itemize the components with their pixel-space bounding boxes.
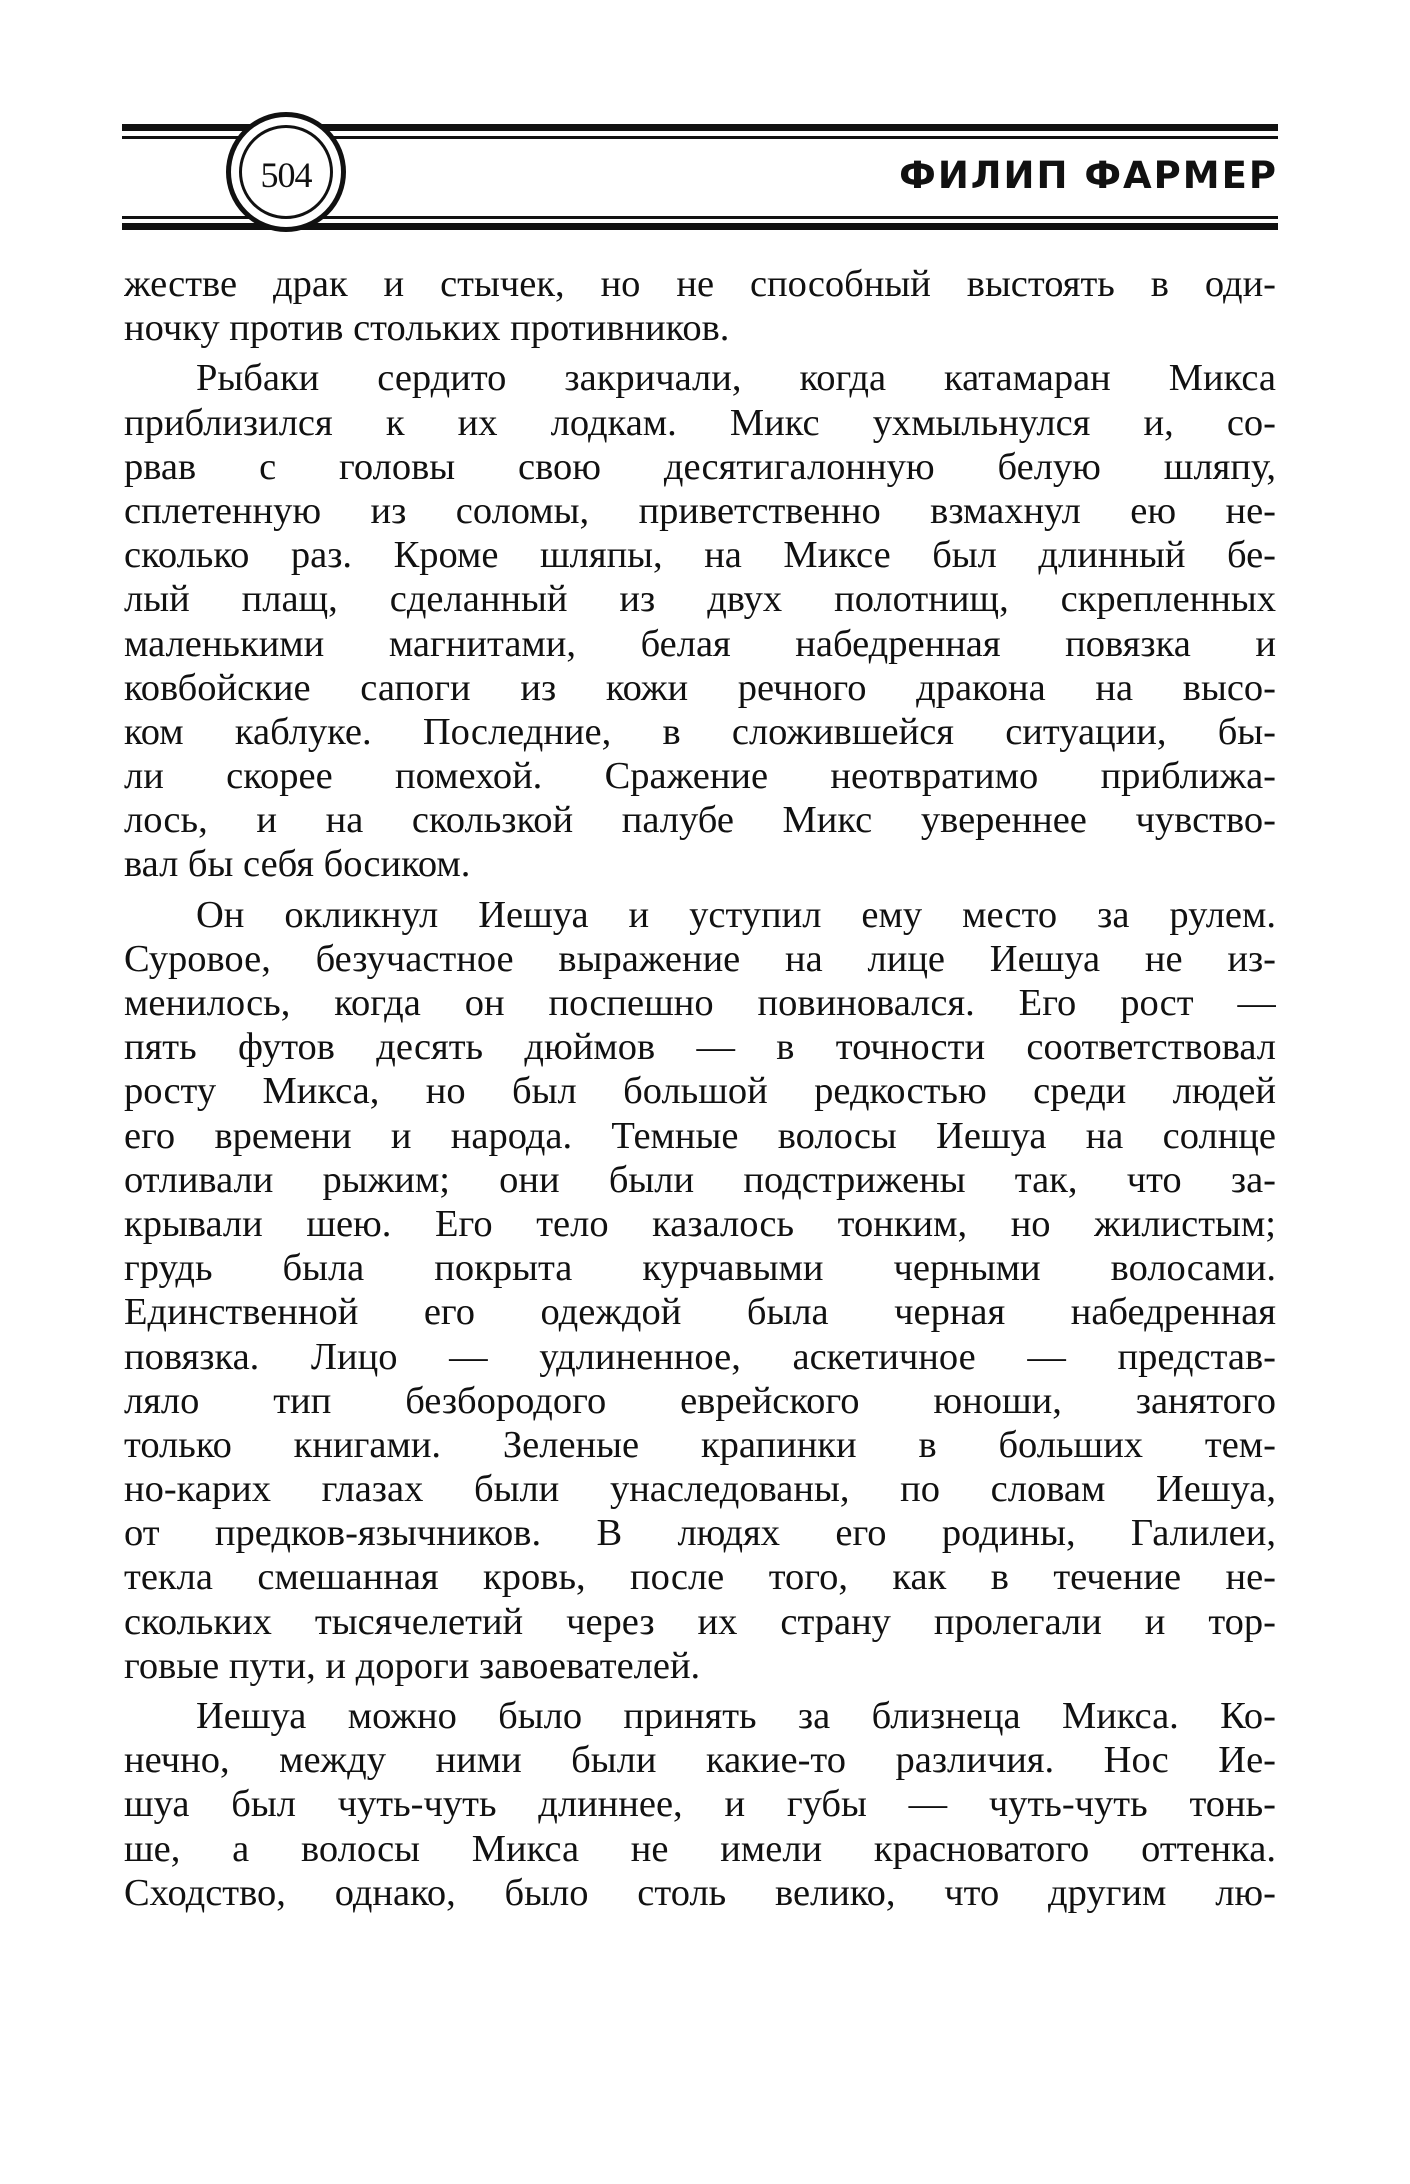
text-line: ли скорее помехой. Сражение неотвратимо приближа- xyxy=(124,755,1276,798)
text-line: лось, и на скользкой палубе Микс увереннее чувство- xyxy=(124,799,1276,842)
text-line: росту Микса, но был большой редкостью среди людей xyxy=(124,1070,1276,1113)
text-line: Суровое, безучастное выражение на лице Иешуа не из- xyxy=(124,937,1276,980)
text-line: шуа был чуть-чуть длиннее, и губы — чуть-чуть тонь- xyxy=(124,1783,1276,1826)
text-line: Сходство, однако, было столь велико, что другим лю- xyxy=(124,1871,1276,1914)
text-line: повязка. Лицо — удлиненное, аскетичное — представ- xyxy=(124,1335,1276,1378)
text-line: скольких тысячелетий через их страну пролегали и тор- xyxy=(124,1600,1276,1643)
text-line: сколько раз. Кроме шляпы, на Миксе был длинный бе- xyxy=(124,534,1276,577)
text-line: пять футов десять дюймов — в точности соответствовал xyxy=(124,1026,1276,1069)
text-line: его времени и народа. Темные волосы Иешуа на солнце xyxy=(124,1114,1276,1157)
text-line: Единственной его одеждой была черная набедренная xyxy=(124,1291,1276,1334)
text-line: Иешуа можно было принять за близнеца Микса. Ко- xyxy=(196,1695,1276,1737)
text-line: грудь была покрыта курчавыми черными волосами. xyxy=(124,1247,1276,1290)
paragraph xyxy=(124,262,1276,350)
text-line: Рыбаки сердито закричали, когда катамаран Микса xyxy=(196,357,1276,400)
paragraph xyxy=(124,893,1276,1688)
page-number: 504 xyxy=(260,155,312,195)
text-line: ше, а волосы Микса не имели красноватого оттенка. xyxy=(124,1827,1276,1870)
text-line: сплетенную из соломы, приветственно взмахнул ею не- xyxy=(124,489,1276,532)
text-line: приблизился к их лодкам. Микс ухмыльнулся и, со- xyxy=(124,401,1276,444)
text-line: Он окликнул Иешуа и уступил ему место за рулем. xyxy=(196,893,1276,936)
text-line: только книгами. Зеленые крапинки в больших тем- xyxy=(124,1423,1276,1466)
text-line: но-карих глазах были унаследованы, по словам Иешуа, xyxy=(124,1468,1276,1511)
text-line: маленькими магнитами, белая набедренная повязка и xyxy=(124,622,1276,665)
body-text xyxy=(124,262,1276,1915)
text-line: ляло тип безбородого еврейского юноши, занятого xyxy=(124,1379,1276,1422)
text-line: от предков-язычников. В людях его родины, Галилеи, xyxy=(124,1512,1276,1555)
text-line: вал бы себя босиком. xyxy=(124,843,471,886)
paragraph xyxy=(124,1694,1276,1915)
page-header xyxy=(122,112,1278,240)
text-line: ковбойские сапоги из кожи речного дракона на высо- xyxy=(124,666,1276,709)
text-line: жестве драк и стычек, но не способный выстоять в оди- xyxy=(124,263,1276,305)
page-number-badge xyxy=(226,112,346,232)
text-line: говые пути, и дороги завоевателей. xyxy=(124,1644,701,1687)
running-head-author: ФИЛИП ФАРМЕР xyxy=(891,154,1278,197)
text-line: лый плащ, сделанный из двух полотнищ, скрепленных xyxy=(124,578,1276,621)
text-line: текла смешанная кровь, после того, как в течение не- xyxy=(124,1556,1276,1599)
text-line: менилось, когда он поспешно повиновался. Его рост — xyxy=(124,982,1276,1024)
text-line: рвав с головы свою десятигалонную белую шляпу, xyxy=(124,445,1276,488)
text-line: нечно, между ними были какие-то различия. Нос Ие- xyxy=(124,1739,1276,1782)
text-line: ком каблуке. Последние, в сложившейся ситуации, бы- xyxy=(124,710,1276,753)
paragraph xyxy=(124,356,1276,886)
text-line: отливали рыжим; они были подстрижены так, что за- xyxy=(124,1158,1276,1201)
text-line: ночку против стольких противников. xyxy=(124,307,730,350)
text-line: крывали шею. Его тело казалось тонким, но жилистым; xyxy=(124,1202,1276,1245)
